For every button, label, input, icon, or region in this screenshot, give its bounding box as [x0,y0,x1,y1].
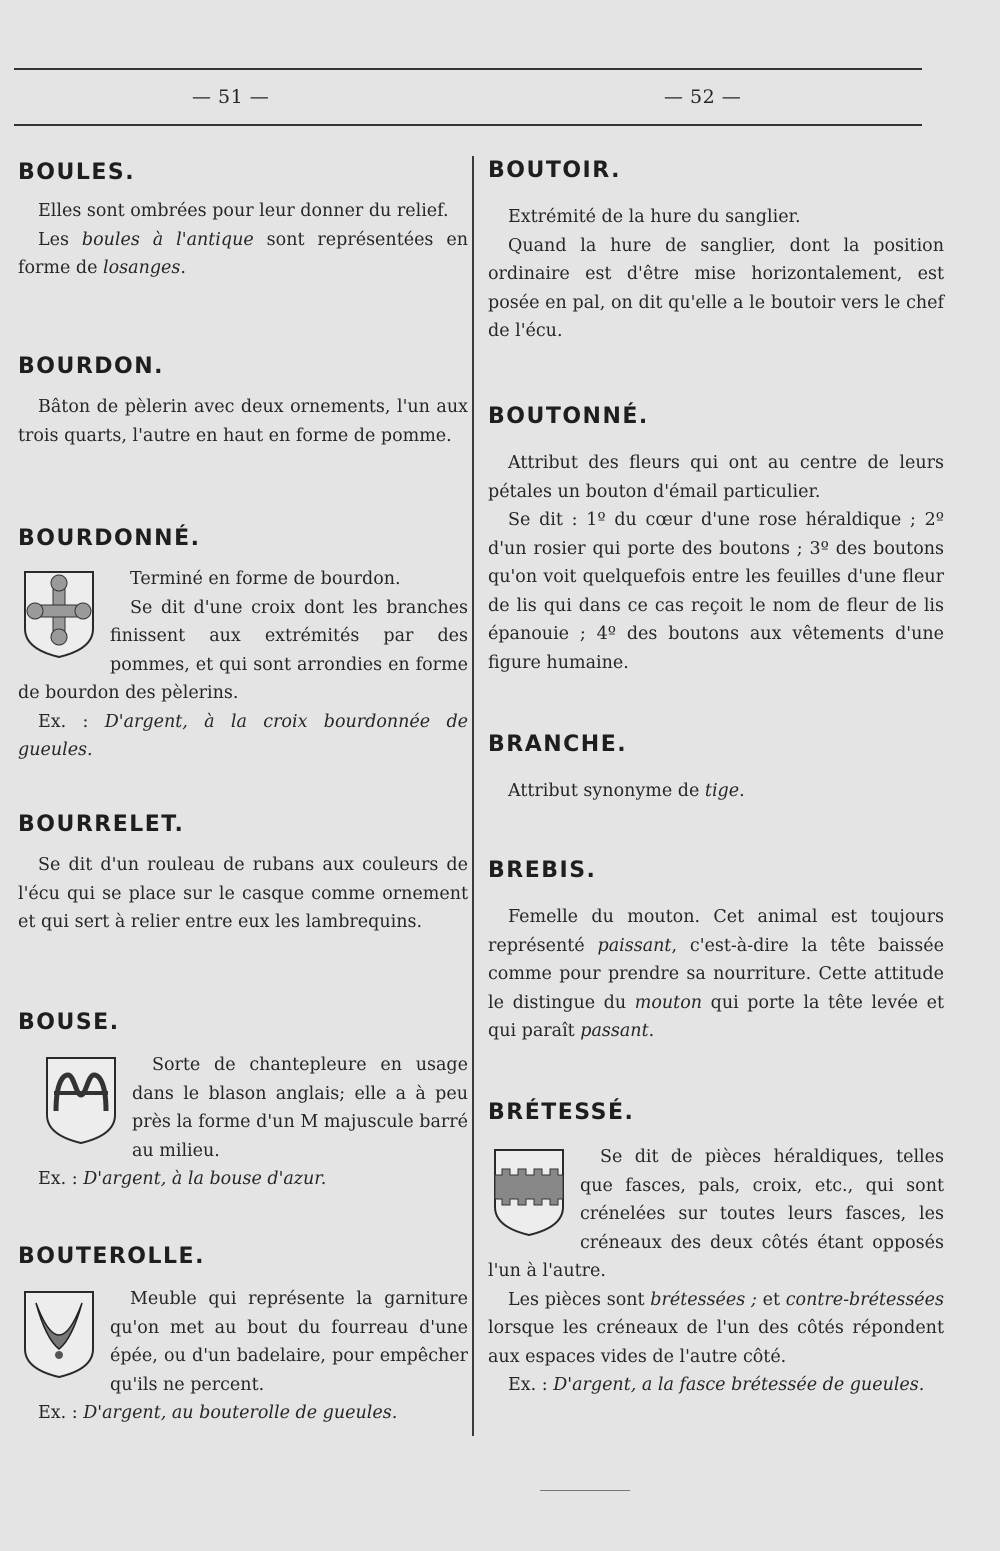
entry-paragraph: Terminé en forme de bourdon. [130,569,401,589]
entry-paragraph: Quand la hure de sanglier, dont la position ordinaire est d'être mise horizontalement, est posée en pal, on dit qu'elle a le boutoir vers le chef de l'écu. [488,235,944,341]
bouterolle-shield-icon [22,1289,96,1379]
entry-bourdonne [18,526,468,765]
entry-title: BREBIS. [488,858,597,883]
entry-paragraph: Bâton de pèlerin avec deux ornements, l'un aux trois quarts, l'autre en haut en forme de pomme. [18,397,468,446]
header-bottom-rule [14,124,922,126]
entry-paragraph: Attribut des fleurs qui ont au centre de leurs pétales un bouton d'émail particulier. [488,453,944,502]
entry-paragraph: Meuble qui représente la garniture qu'on met au bout du fourreau d'une épée, ou d'un badelaire, pour empêcher qu'ils ne percent. [110,1289,468,1395]
entry-bouse [18,1010,468,1194]
entry-example: Ex. : D'argent, à la croix bourdonnée de gueules. [18,711,469,760]
entry-paragraph: Se dit de pièces héraldiques, telles que fasces, pals, croix, etc., qui sont crénelées sur toutes leurs fasces, les créneaux des deux côtés étant opposés l'un à l'autre. [488,1147,944,1281]
entry-title: BOURDONNÉ. [18,526,201,551]
entry-bourdon [18,354,468,450]
entry-title: BOUTONNÉ. [488,404,649,429]
right-page-number: — 52 — [664,86,742,108]
entry-title: BRÉTESSÉ. [488,1100,635,1125]
entry-title: BOUSE. [18,1010,120,1035]
bouse-shield-icon [44,1055,118,1145]
entry-brebis [488,858,944,1046]
entry-example: Ex. : D'argent, à la bouse d'azur. [38,1169,327,1189]
entry-paragraph: Femelle du mouton. Cet animal est toujours représenté paissant, c'est-à-dire la tête baissée comme pour prendre sa nourriture. Cette attitude le distingue du mouton qui porte la tête levée et qui paraît passant. [488,907,944,1041]
bottom-stray-mark [540,1490,630,1491]
left-page-number: — 51 — [192,86,270,108]
entry-paragraph: Se dit d'un rouleau de rubans aux couleurs de l'écu qui se place sur le casque comme ornement et qui sert à relier entre eux les lambrequins. [18,855,468,932]
column-divider [472,156,474,1436]
entry-boutonne [488,404,944,677]
entry-boutoir [488,158,944,346]
entry-title: BOUTEROLLE. [18,1244,205,1269]
entry-paragraph: Extrémité de la hure du sanglier. [508,207,801,227]
entry-paragraph: Se dit d'une croix dont les branches finissent aux extrémités par des pommes, et qui sont arrondies en forme de bourdon des pèlerins. [18,597,468,703]
entry-paragraph: Les boules à l'antique sont représentées en forme de losanges. [18,229,468,278]
entry-paragraph: Se dit : 1º du cœur d'une rose héraldique ; 2º d'un rosier qui porte des boutons ; 3º des boutons qu'on voit quelquefois entre les feuilles d'une fleur de lis qui dans ce cas reçoit le nom de fleur de lis épanouie ; 4º des boutons aux vêtements d'une figure humaine. [488,510,944,673]
entry-branche [488,732,944,806]
entry-example: Ex. : D'argent, a la fasce brétessée de gueules. [508,1375,925,1395]
cross-bourdonnee-shield-icon [22,569,96,659]
entry-bretesse [488,1100,944,1400]
entry-boules [18,160,468,283]
fasce-bretessee-shield-icon [492,1147,566,1237]
entry-bouterolle [18,1244,468,1428]
entry-example: Ex. : D'argent, au bouterolle de gueules. [38,1403,398,1423]
entry-paragraph: Sorte de chantepleure en usage dans le blason anglais; elle a à peu près la forme d'un M majuscule barré au milieu. [132,1055,468,1161]
entry-title: BRANCHE. [488,732,628,757]
entry-paragraph: Les pièces sont brétessées ; et contre-brétessées lorsque les créneaux de l'un des côtés répondent aux espaces vides de l'autre côté. [488,1289,944,1367]
entry-paragraph: Elles sont ombrées pour leur donner du relief. [38,201,449,221]
entry-paragraph: Attribut synonyme de tige. [508,781,745,801]
entry-title: BOURDON. [18,354,165,379]
entry-title: BOUTOIR. [488,158,621,183]
entry-title: BOURRELET. [18,812,185,837]
header-top-rule [14,68,922,70]
entry-bourrelet [18,812,468,937]
entry-title: BOULES. [18,160,136,185]
